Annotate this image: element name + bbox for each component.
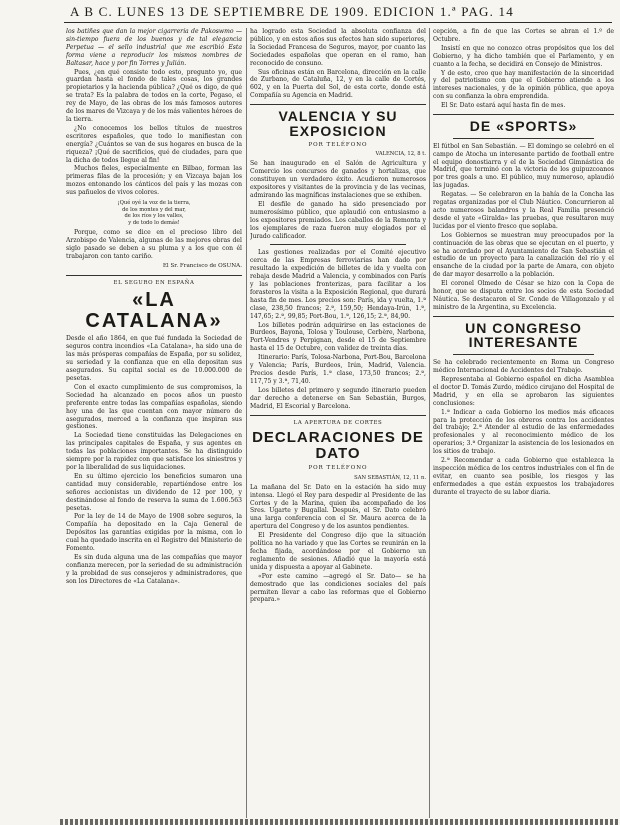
page-header: A B C. LUNES 13 DE SEPTIEMBRE DE 1909. EDICION 1.ª PAG. 14 [70,4,514,19]
section-rule [433,316,614,317]
column-divider [429,28,430,818]
verse-line: de los ríos y los valles, [124,213,184,220]
article-paragraph: 1.ª Indicar a cada Gobierno los medios más eficaces para la protección de los obreros contra los accidentes del trabajo; 2.ª Atender al estudio de las enfermedades profesionales y al reconocimiento médico de los operarios; 3.ª Organizar la asistencia de los lesionados en los sitios de trabajo. [433,408,614,456]
article-paragraph: cepción, a fin de que las Cortes se abran el 1.º de Octubre. [433,28,614,43]
section-rule [250,104,426,105]
article-paragraph: Desde el año 1864, en que fué fundada la Sociedad de seguros contra incendios «La Catalana», ha sido una de las más prósperas compañías de España, por su solidez, su seriedad y la confianza que en ella depositan sus asegurados. Su capital social es de 10.000.000 de pesetas. [66,335,242,382]
article-paragraph: Los billetes del primero y segundo itinerario pueden dar derecho a detenerse en San Sebastián, Burgos, Madrid, El Escorial y Barcelona. [250,386,426,410]
article-signature: El Sr. Francisco de OSUNA. [162,262,242,269]
article-paragraph: La mañana del Sr. Dato en la estación ha sido muy intensa. Llegó el Rey para despedir al Presidente de las Cortes y de la Marina, quien iba acompañado de los Sres. Ugarte y Bugallal. Después, el Sr. Dato celebró una larga conferencia con el Sr. Maura acerca de la apertura del Congreso y de los asuntos pendientes. [250,483,426,531]
article-paragraph: Muchos fieles, especialmente en Bilbao, forman las primeras filas de la procesión; y en Vizcaya bajan los mozos entonando los cánticos del país y las mozas con sus pañuelos de vivos colores. [66,165,242,197]
article-paragraph: Los billetes podrán adquirirse en las estaciones de Burdeos, Bayona, Tolosa y Toulouse, Cerbère, Narbona, Port-Vendres y Perpignan, desde el 15 de Septiembre hasta el 15 de Octubre, con validez de treinta días. [250,321,426,353]
article-paragraph: Pues, ¿en qué consiste todo esto, pregunto yo, que guardan hasta el fondo de tales cosas, los grandes propietarios y la hacienda pública? ¿Qué os digo, de qué se trata? Es la palabra de todos en la corte, Pegaso, el rey de Mayo, de las obras de los más famosos autores de los mares de Vizcaya y de los más valientes héroes de la tierra. [66,68,242,123]
section-heading: EL SEGURO EN ESPAÑA [113,279,195,286]
verse-block [66,200,242,226]
section-rule [453,354,594,355]
page-footer-strip [60,819,620,825]
article-paragraph: La Sociedad tiene constituidas las Delegaciones en las principales capitales de España, y sus agentes en todas las poblaciones importantes. Se ha distinguido siempre por la rapidez con que satisface los siniestros y por la liberalidad de sus liquidaciones. [66,432,242,471]
dateline: VALENCIA, 12, 8 t. [375,151,426,158]
section-rule [250,415,426,416]
article-paragraph: Y de esto, creo que hay manifestación de la sinceridad y del patriotismo con que el Gobierno atiende a los intereses nacionales, y de la opinión pública, que apoya con su confianza la obra emprendida. [433,69,614,101]
article-paragraph: Regatas. — Se celebraron en la bahía de la Concha las regatas organizadas por el Club Náutico. Concurrieron al acto numerosos balandros y la Real Familia presenció desde el yate «Giralda» las pruebas, que resultaron muy lucidas por el viento fresco que soplaba. [433,191,614,230]
section-rule [270,244,406,245]
byline: POR TELÉFONO [308,141,368,148]
article-paragraph: El coronel Olmedo de César se hizo con la Copa de honor, que se disputa entre los socios de esta Sociedad Náutica. Se destacaron el Sr. Conde de Villagonzalo y el ministro de la Argentina, su Excelencia. [433,280,614,311]
column-divider [246,28,247,818]
article-title: DECLARACIONES DE DATO [252,429,424,463]
article-paragraph: Porque, como se dice en el precioso libro del Arzobispo de Valencia, algunas de las mejores obras del siglo pasado se deben a su pluma y a los que con él trabajaron con tanto cariño. [66,229,242,260]
article-paragraph: Por la ley de 14 de Mayo de 1908 sobre seguros, la Compañía ha depositado en la Caja General de Depósitos las garantías exigidas por la misma, con lo cual ha quedado inscrita en el Registro del Ministerio de Fomento. [66,513,242,553]
article-paragraph: Itinerario: París, Tolosa-Narbona, Port-Bou, Barcelona y Valencia; París, Burdeos, Irún, Madrid, Valencia. Precios desde París, 1.ª clase, 173,50 francos; 2.ª, 117,75 y 3.ª, 71,40. [250,354,426,385]
dateline: SAN SEBASTIÁN, 12, 11 n. [354,474,426,481]
article-paragraph: El Sr. Dato estará aquí hasta fin de mes. [441,102,566,110]
article-title: UN CONGRESO INTERESANTE [465,319,582,351]
article-paragraph: los batiñes que dan la mejor cigarrería de Pakoswmo — sin-tiempo fuera de los buenos y de tal elegancia Perpetua — el sello industrial que me escribió Esta forma viene a reproducir los mismos nombres de Baltasar, hace y por fin Torres y Julián. [66,28,242,67]
article-title: «LA CATALANA» [85,289,223,333]
byline: POR TELÉFONO [308,464,368,471]
article-paragraph: Representaba al Gobierno español en dicha Asamblea el doctor D. Tomás Zurdo, médico cirujano del Hospital de Madrid, y en ella se aprobaron las siguientes conclusiones: [433,375,614,407]
column-2 [250,28,426,818]
article-title: VALENCIA Y SU EXPOSICION [278,108,398,139]
article-paragraph: En su último ejercicio los beneficios sumaron una cantidad muy considerable, repartiéndose entre los señores accionistas un dividendo de 12 por 100, y destinándose al fondo de reserva la suma de 1.606.563 pesetas. [66,472,242,512]
article-paragraph: El fútbol en San Sebastián. — El domingo se celebró en el campo de Atocha un interesante partido de football entre el equipo donostiarra y el de la Sociedad Gimnástica de Madrid, que terminó con la victoria de los guipuzcoanos por tres goals a uno. El público, muy numeroso, aplaudió las jugadas. [433,142,614,190]
verse-line: de los montes y del mar, [122,206,186,213]
section-rule [433,114,614,115]
article-paragraph: Los Gobiernos se muestran muy preocupados por la continuación de las obras que se ejecutan en el puerto, y se ha acordado por el Ayuntamiento de San Sebastián el estudio de un proyecto para la canalización del río y el ensanche de la ciudad por la parte de Amara, con objeto de dar mayor desarrollo a la población. [433,231,614,279]
section-rule [66,275,242,276]
article-paragraph: ha logrado esta Sociedad la absoluta confianza del público, y en estos años sus efectos han sido superiores, la Sociedad Francesa de Seguros, mayor, por cuanto las Sociedades españolas que operan en el ramo, han reconocido de consuno. [250,28,426,67]
article-paragraph: «Por este camino —agregó el Sr. Dato— se ha demostrado que las condiciones sociales del país permiten llevar a cabo las reformas que el Gobierno prepara.» [250,572,426,604]
article-title: DE «SPORTS» [469,118,578,135]
article-paragraph: 2.ª Recomendar a cada Gobierno que establezca la inspección médica de los centros industriales con el fin de evitar, en cuanto sea posible, los riesgos y las enfermedades a que están expuestos los trabajadores durante el trayecto de su labor diaria. [433,457,614,496]
article-paragraph: Con el exacto cumplimiento de sus compromisos, la Sociedad ha alcanzado en pocos años un puesto preferente entre todas las compañías españolas, siendo hoy una de las que cuentan con mayor número de asegurados, merced a la confianza que inspiran sus gestiones. [66,383,242,431]
section-heading: LA APERTURA DE CORTES [293,419,383,426]
article-paragraph: Sus oficinas están en Barcelona, dirección en la calle de Zurbano, de Cataluña, 12, y en la calle de Cortés, 602, y en la Puerta del Sol, de esta corte, donde está Compañía su Agencia en Madrid. [250,68,426,100]
article-paragraph: El Presidente del Congreso dijo que la situación política no ha variado y que las Cortes se reunirán en la fecha fijada, acordándose por el Gobierno un reglamento de sesiones. Añadió que la mayoría está unida y dispuesta a apoyar al Gabinete. [250,532,426,571]
column-1 [66,28,242,818]
section-rule [453,138,594,139]
article-paragraph: ¿No conocemos los bellos títulos de nuestros escritores españoles, que todo lo manifiestan con energía? ¿Cuántos se van de sus hogares en busca de la riqueza? ¡Qué de sacrificios, qué de ciudades, para que la dicha de todos llegue al fin! [66,124,242,164]
article-paragraph: Insistí en que no conozco otras propósitos que los del Gobierno, y ha dicho también que el Parlamento, y en cuanto a la fecha, se decidirá en Consejo de Ministros. [433,44,614,68]
verse-line: ¡Qué oyé la voz de la tierra, [117,200,191,207]
verse-line: y de todo lo demás! [128,219,180,226]
article-paragraph: Se han inaugurado en el Salón de Agricultura y Comercio los concursos de ganados y hortalizas, que constituyen un verdadero éxito. Acudieron numerosos expositores y visitantes de la provincia y de las vecinas, admirando las magníficas instalaciones que se exhiben. [250,160,426,199]
header-rule [64,22,612,23]
article-paragraph: Las gestiones realizadas por el Comité ejecutivo cerca de las Empresas ferroviarias han dado por resultado la expedición de billetes de ida y vuelta con rebaja desde Madrid a Valencia, y combinados con París y las poblaciones fronterizas, para facilitar a los forasteros la visita a la Exposición Regional, que durará hasta fin de mes. Los precios son: París, ida y vuelta, 1.ª clase, 238,50 francos; 2.ª, 159,50; Hendaya-Irún, 1.ª, 147,65; 2.ª, 99,85; Port-Bou, 1.ª, 126,15; 2.ª, 84,90. [250,249,426,320]
article-paragraph: Es sin duda alguna una de las compañías que mayor confianza merecen, por la seriedad de su administración y la probidad de sus consejeros y administradores, que son los Directores de «La Catalana». [66,553,242,585]
article-paragraph: Se ha celebrado recientemente en Roma un Congreso médico Internacional de Accidentes del Trabajo. [433,359,614,375]
column-3 [433,28,614,818]
article-paragraph: El desfile de ganado ha sido presenciado por numerosísimo público, que aplaudió con entusiasmo a los expositores premiados. Los caballos de la Remonta y los ejemplares de raza fueron muy elogiados por el Jurado calificador. [250,200,426,240]
